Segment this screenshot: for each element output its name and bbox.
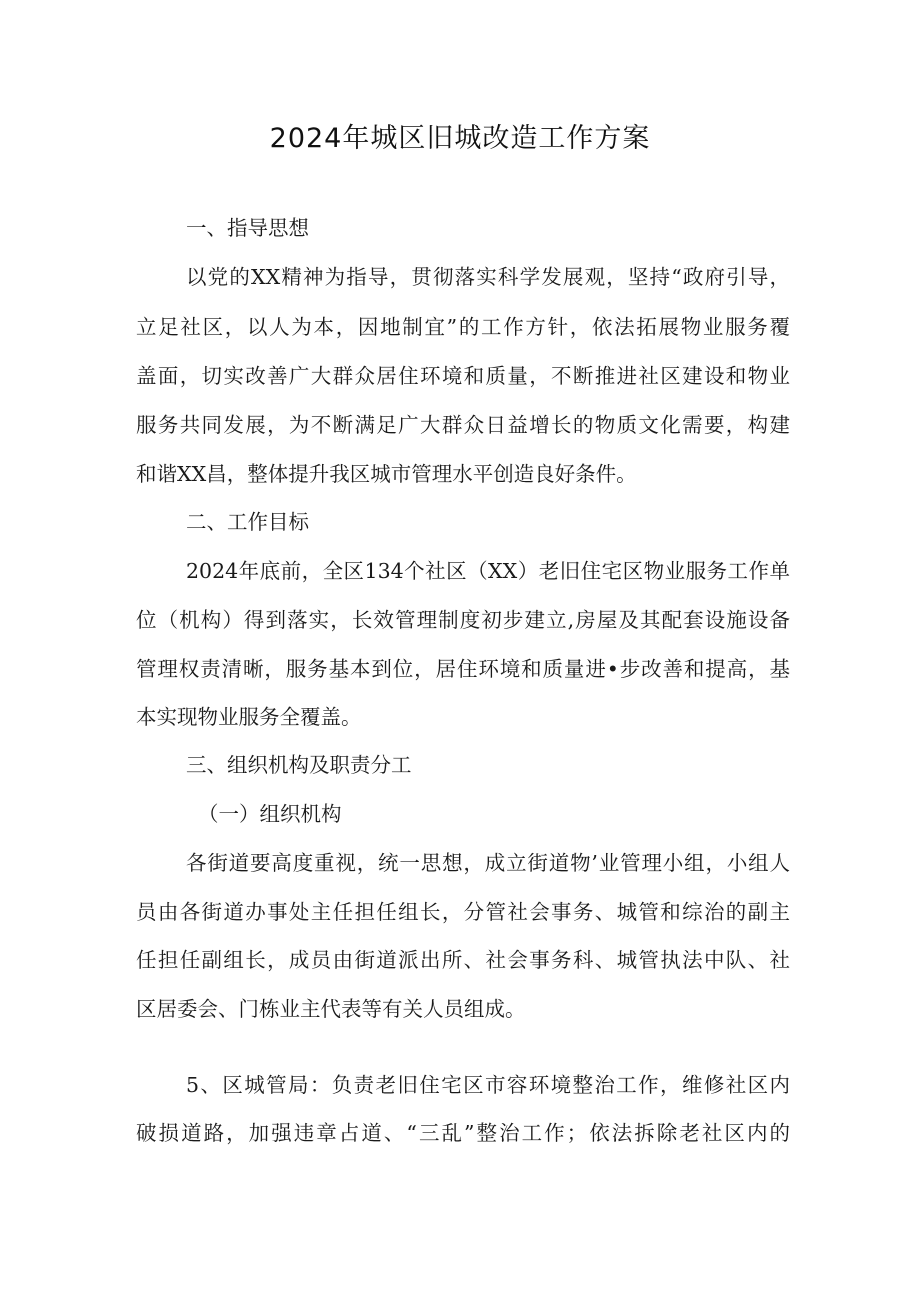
paragraph-line: 区居委会、门栋业主代表等有关人员组成。 xyxy=(136,997,526,1021)
section-heading-2: 二、工作目标 xyxy=(186,510,309,534)
paragraph-line: 立足社区，以人为本，因地制宜”的工作方针，依法拓展物业服务覆 xyxy=(136,315,790,339)
paragraph-line: 服务共同发展，为不断满足广大群众日益增长的物质文化需要，构建 xyxy=(136,413,790,437)
paragraph-line: 破损道路，加强违章占道、“三乱”整治工作；依法拆除老社区内的 xyxy=(136,1121,790,1145)
subsection-heading: （一）组织机构 xyxy=(198,802,342,826)
paragraph-line: 盖面，切实改善广大群众居住环境和质量，不断推进社区建设和物业 xyxy=(136,364,790,388)
section-heading-1: 一、指导思想 xyxy=(186,216,309,240)
paragraph-line: 位（机构）得到落实，长效管理制度初步建立,房屋及其配套设施设备 xyxy=(136,608,790,632)
document-title: 2024年城区旧城改造工作方案 xyxy=(269,123,651,154)
paragraph-line: 和谐XX昌，整体提升我区城市管理水平创造良好条件。 xyxy=(136,462,637,486)
paragraph-line: 员由各街道办事处主任担任组长，分管社会事务、城管和综治的副主 xyxy=(136,900,790,924)
section-heading-3: 三、组织机构及职责分工 xyxy=(186,753,412,777)
paragraph-line: 各街道要高度重视，统一思想，成立街道物’业管理小组，小组人 xyxy=(186,851,790,875)
paragraph-line: 管理权责清晰，服务基本到位，居住环境和质量进•步改善和提高，基 xyxy=(136,657,790,681)
paragraph-line: 以党的XX精神为指导，贯彻落实科学发展观，坚持“政府引导， xyxy=(186,265,790,289)
paragraph-line: 5、区城管局：负责老旧住宅区市容环境整治工作，维修社区内 xyxy=(186,1073,790,1097)
paragraph-line: 本实现物业服务全覆盖。 xyxy=(136,705,362,729)
paragraph-line: 2024年底前，全区134个社区（XX）老旧住宅区物业服务工作单 xyxy=(186,559,790,583)
paragraph-line: 任担任副组长，成员由街道派出所、社会事务科、城管执法中队、社 xyxy=(136,948,790,972)
